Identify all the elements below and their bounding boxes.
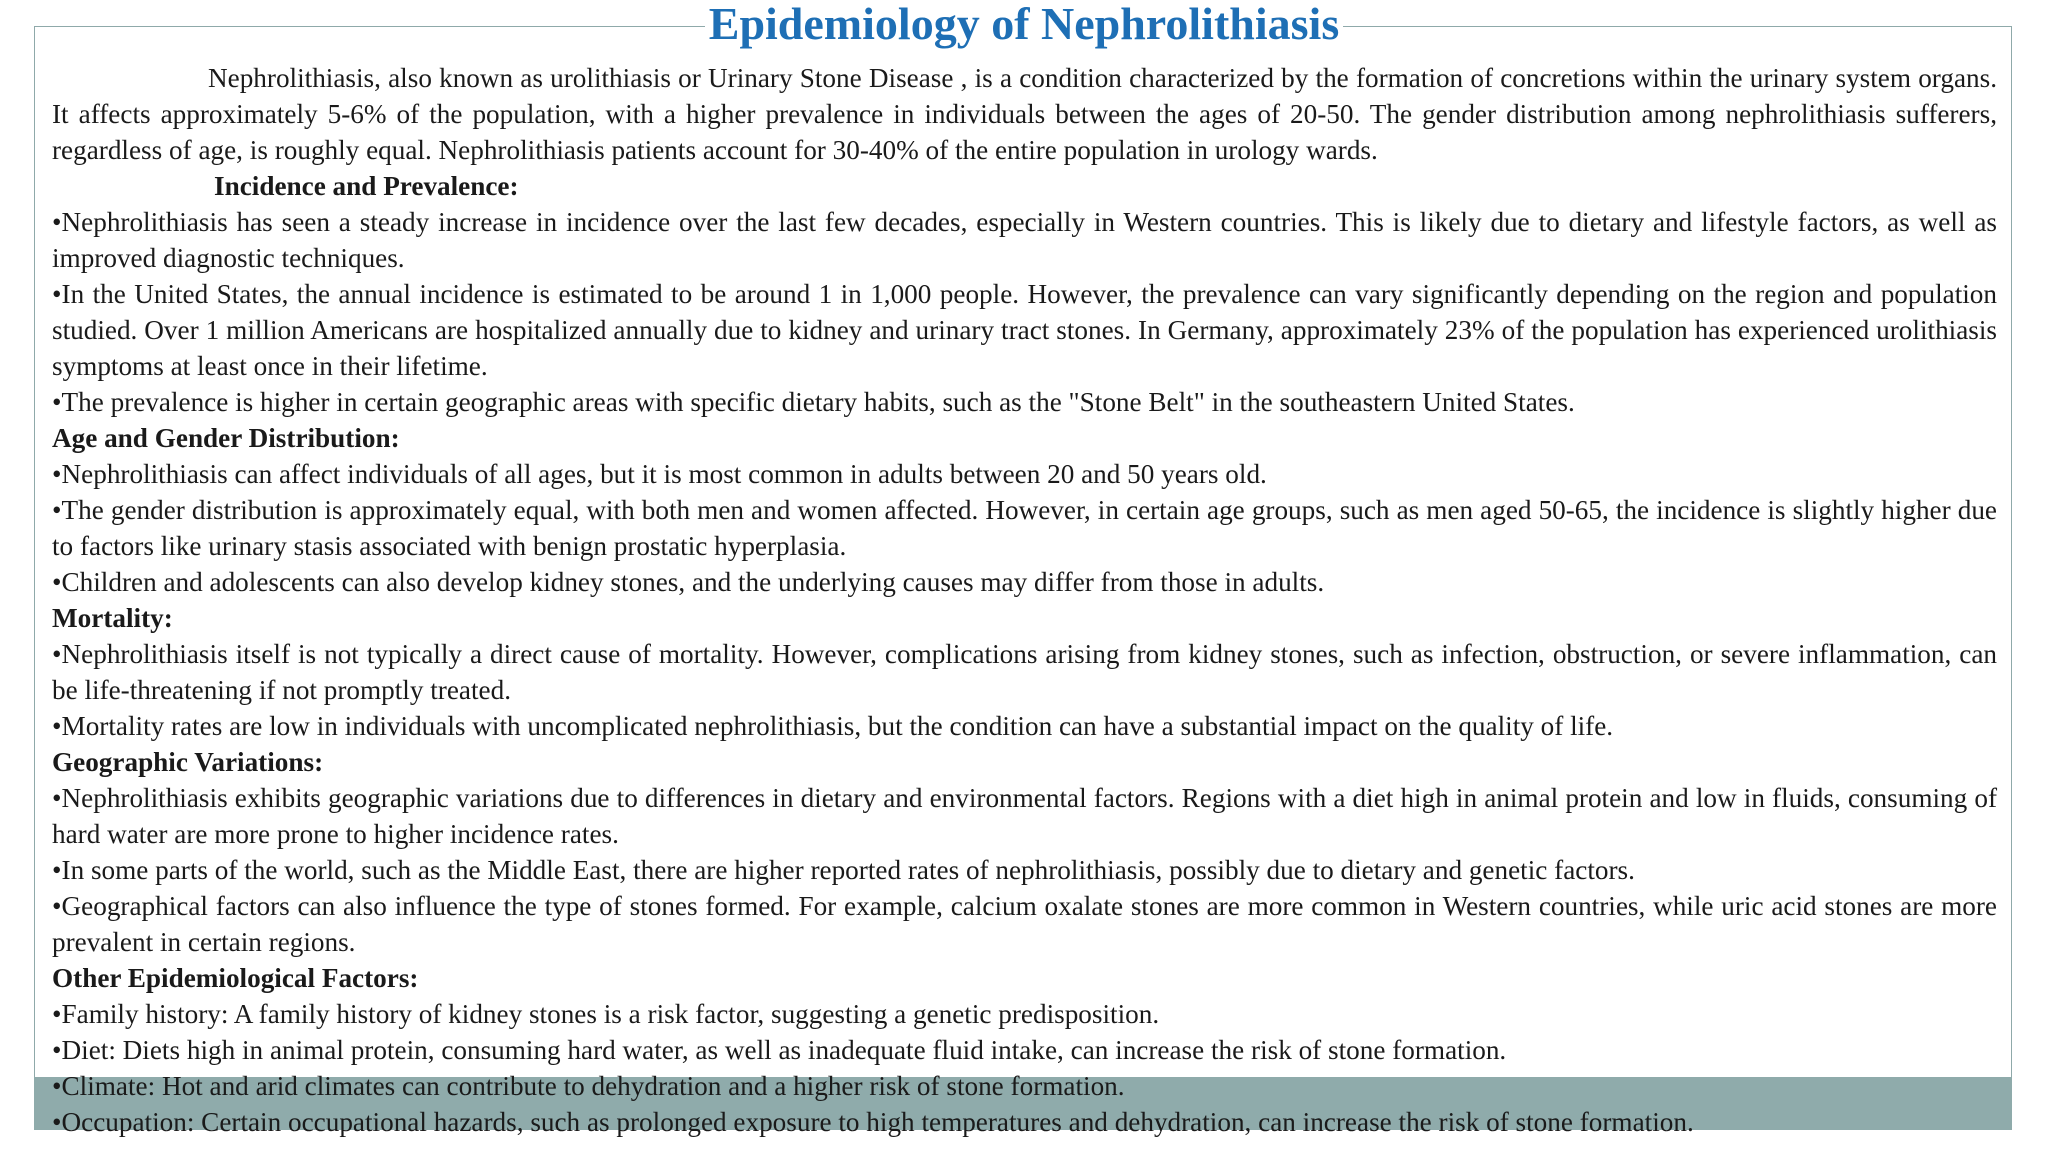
bullet-item: •In some parts of the world, such as the Middle East, there are higher reported rates of nephrolithiasis, possibly due to dietary and genetic factors. [52,855,1635,885]
bullet-item: •Nephrolithiasis has seen a steady increase in incidence over the last few decades, especially in Western countries. This is likely due to dietary and lifestyle factors, as well as improved diagnostic techniques. [52,207,1997,273]
bullet-item: •The gender distribution is approximately equal, with both men and women affected. However, in certain age groups, such as men aged 50-65, the incidence is slightly higher due to factors like urinary stasis associated with benign prostatic hyperplasia. [52,495,1997,561]
bullet-item: •Nephrolithiasis exhibits geographic variations due to differences in dietary and environmental factors. Regions with a diet high in animal protein and low in fluids, consuming of hard water are more prone to higher incidence rates. [52,783,1997,849]
page-title [0,0,2048,54]
section-heading-incidence: Incidence and Prevalence: [214,171,519,201]
bullet-item: •The prevalence is higher in certain geographic areas with specific dietary habits, such as the "Stone Belt" in the southeastern United States. [52,387,1575,417]
bullet-item: •Family history: A family history of kidney stones is a risk factor, suggesting a genetic predisposition. [52,999,1160,1029]
bullet-item: •Climate: Hot and arid climates can contribute to dehydration and a higher risk of stone formation. [52,1071,1125,1101]
bullet-item: •Mortality rates are low in individuals with uncomplicated nephrolithiasis, but the condition can have a substantial impact on the quality of life. [52,711,1614,741]
section-heading-age-gender: Age and Gender Distribution: [52,423,400,453]
bullet-item: •Nephrolithiasis itself is not typically a direct cause of mortality. However, complications arising from kidney stones, such as infection, obstruction, or severe inflammation, can be life-threatening if not promptly treated. [52,639,1997,705]
section-heading-mortality: Mortality: [52,603,173,633]
bullet-item: •Diet: Diets high in animal protein, consuming hard water, as well as inadequate fluid intake, can increase the risk of stone formation. [52,1035,1507,1065]
bullet-item: •In the United States, the annual incidence is estimated to be around 1 in 1,000 people. However, the prevalence can vary significantly depending on the region and population studied. Over 1 million Americans are hospitalized annually due to kidney and urinary tract stones. In Germany, approximately 23% of the population has experienced urolithiasis symptoms at least once in their lifetime. [52,279,1997,381]
intro-paragraph: Nephrolithiasis, also known as urolithiasis or Urinary Stone Disease , is a condition characterized by the formation of concretions within the urinary system organs. It affects approximately 5-6% of the population, with a higher prevalence in individuals between the ages of 20-50. The gender distribution among nephrolithiasis sufferers, regardless of age, is roughly equal. Nephrolithiasis patients account for 30-40% of the entire population in urology wards. [52,63,1997,165]
bullet-item: •Geographical factors can also influence the type of stones formed. For example, calcium oxalate stones are more common in Western countries, while uric acid stones are more prevalent in certain regions. [52,891,1997,957]
section-heading-other-factors: Other Epidemiological Factors: [52,963,419,993]
bullet-item: •Children and adolescents can also develop kidney stones, and the underlying causes may differ from those in adults. [52,567,1325,597]
section-heading-geographic: Geographic Variations: [52,747,324,777]
bullet-item: •Nephrolithiasis can affect individuals of all ages, but it is most common in adults between 20 and 50 years old. [52,459,1267,489]
bullet-item: •Occupation: Certain occupational hazards, such as prolonged exposure to high temperatures and dehydration, can increase the risk of stone formation. [52,1107,1694,1137]
document-body [52,60,1997,1140]
page-title-text: Epidemiology of Nephrolithiasis [705,0,1343,49]
